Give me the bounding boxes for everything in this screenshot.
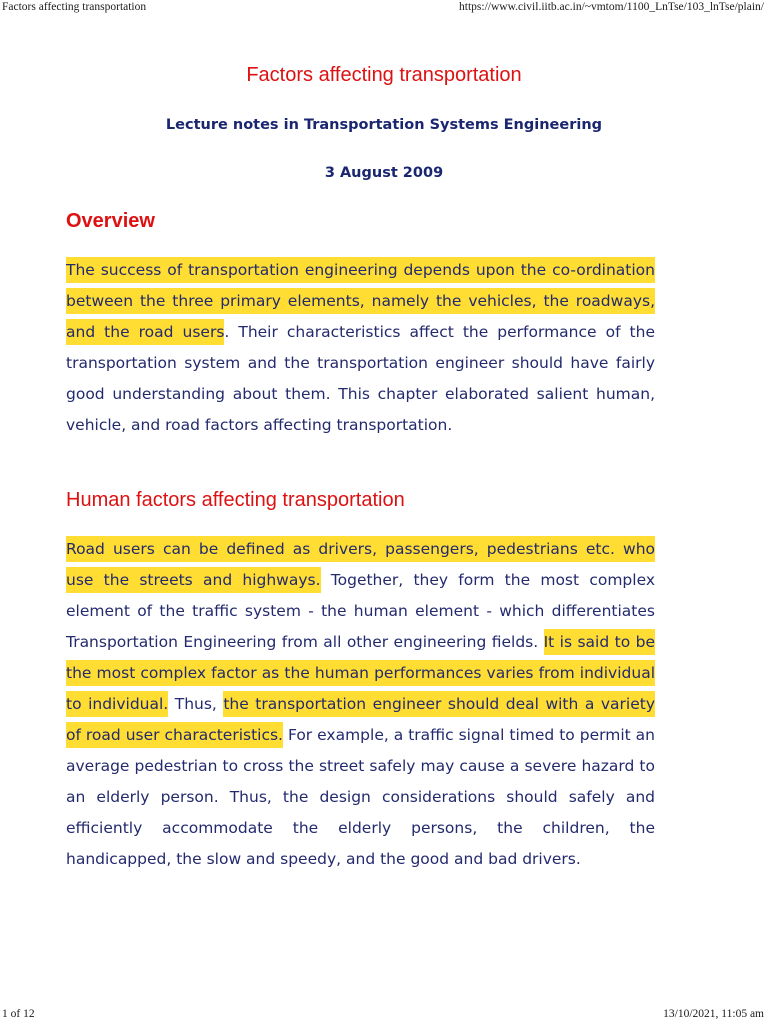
- overview-paragraph: [66, 255, 655, 441]
- overview-heading: Overview: [66, 210, 155, 232]
- highlighted-text: The success of transportation engineering depends upon the co-ordination between the three primary elements, namely the vehicles, the roadways, and the road users: [66, 257, 655, 345]
- highlighted-text: Road users can be defined as drivers, passengers, pedestrians etc. who use the streets and highways.: [66, 536, 655, 593]
- body-text: Together, they form the most complex element of the traffic system - the human element - which differentiates Transportation Engineering from all other engineering fields.: [66, 571, 656, 651]
- print-footer: [0, 1008, 768, 1024]
- page-number: 1 of 12: [2, 1008, 35, 1020]
- body-text: Thus,: [168, 695, 224, 713]
- highlighted-text: It is said to be the most complex factor as the human performances varies from individual to individual.: [66, 629, 655, 717]
- document-date: 3 August 2009: [324, 165, 444, 181]
- highlighted-text: the transportation engineer should deal with a variety of road user characteristics.: [66, 691, 655, 748]
- human-factors-paragraph: [66, 534, 655, 875]
- document-subtitle: Lecture notes in Transportation Systems Engineering: [165, 117, 603, 133]
- print-header-url[interactable]: https://www.civil.iitb.ac.in/~vmtom/1100_LnTse/103_lnTse/plain/: [459, 1, 764, 13]
- body-text: For example, a traffic signal timed to permit an average pedestrian to cross the street safely may cause a severe hazard to an elderly person. Thus, the design considerations should safely and efficiently accommodate the elderly persons, the children, the handicapped, the slow and speedy, and the good and bad drivers.: [66, 726, 655, 868]
- document-title: Factors affecting transportation: [246, 64, 522, 86]
- human-factors-heading: Human factors affecting transportation: [66, 489, 405, 511]
- print-timestamp: 13/10/2021, 11:05 am: [663, 1008, 764, 1020]
- print-header-title: Factors affecting transportation: [2, 1, 147, 13]
- print-header: [0, 1, 768, 17]
- body-text: . Their characteristics affect the performance of the transportation system and the transportation engineer should have fairly good understanding about them. This chapter elaborated salient human, vehicle, and road factors affecting transportation.: [66, 323, 655, 434]
